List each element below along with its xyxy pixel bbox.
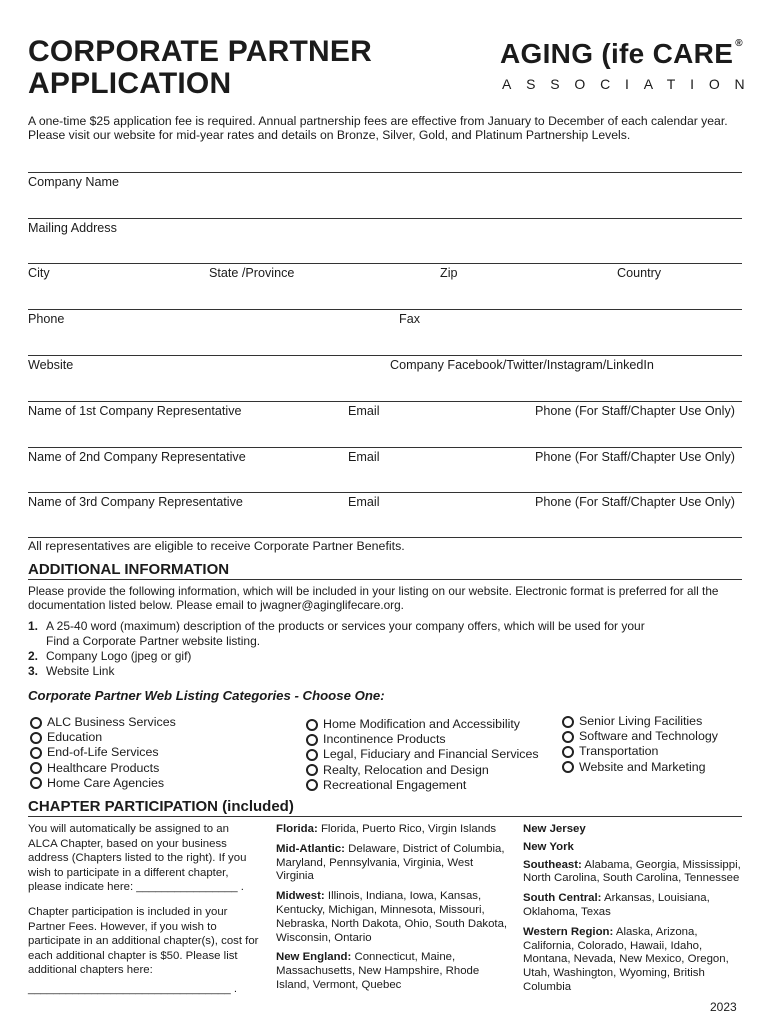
logo-subtitle: ASSOCIATION: [502, 76, 760, 92]
region-item: New York: [523, 840, 574, 853]
category-option[interactable]: Senior Living Facilities: [562, 714, 718, 729]
radio-icon[interactable]: [562, 746, 574, 758]
phone-label: Phone: [28, 312, 65, 326]
reps-note: All representatives are eligible to receive Corporate Partner Benefits.: [28, 539, 405, 553]
company-name-line[interactable]: [28, 172, 742, 173]
mailing-address-line[interactable]: [28, 218, 742, 219]
category-option[interactable]: Home Modification and Accessibility: [306, 717, 539, 732]
chapter-paragraph-1: You will automatically be assigned to an ALCA Chapter, based on your business address (Chapters listed to the right). If you wish to participate in a different chapter, please indicate here: ________________ .: [28, 823, 247, 894]
list-item-continuation: Find a Corporate Partner website listing.: [46, 634, 261, 648]
zip-label: Zip: [440, 266, 458, 280]
intro-text: A one-time $25 application fee is required. Annual partnership fees are effective from January to December of each calendar year. Please visit our website for mid-year rates and details on Bronze, Silver, Gold, and Platinum Partnership Levels.: [28, 114, 728, 142]
chapter-rule: [28, 816, 742, 817]
additional-info-rule: [28, 579, 742, 580]
radio-icon[interactable]: [30, 777, 42, 789]
radio-icon[interactable]: [306, 779, 318, 791]
category-option[interactable]: Healthcare Products: [30, 761, 176, 776]
categories-heading: Corporate Partner Web Listing Categories - Choose One:: [28, 688, 385, 703]
documentation-list: [28, 619, 645, 679]
radio-icon[interactable]: [306, 749, 318, 761]
chapter-instructions: [28, 822, 260, 997]
radio-icon[interactable]: [562, 716, 574, 728]
list-item: 3. Website Link: [28, 664, 115, 678]
logo-text: AGING (ife CARE: [500, 38, 734, 69]
radio-icon[interactable]: [306, 734, 318, 746]
region-item: South Central: Arkansas, Louisiana, Oklahoma, Texas: [523, 892, 710, 918]
category-option[interactable]: Education: [30, 730, 176, 745]
category-option[interactable]: Incontinence Products: [306, 732, 539, 747]
title-line-1: CORPORATE PARTNER: [28, 35, 372, 68]
radio-icon[interactable]: [562, 761, 574, 773]
category-option[interactable]: ALC Business Services: [30, 715, 176, 730]
phone-line[interactable]: [28, 309, 742, 310]
list-item: 2. Company Logo (jpeg or gif): [28, 649, 192, 663]
footer-year: 2023: [710, 1000, 737, 1014]
rep2-line[interactable]: [28, 447, 742, 448]
radio-icon[interactable]: [30, 747, 42, 759]
state-label: State /Province: [209, 266, 295, 280]
city-label: City: [28, 266, 50, 280]
radio-icon[interactable]: [562, 731, 574, 743]
region-item: New England: Connecticut, Maine, Massachusetts, New Hampshire, Rhode Island, Vermont, Quebec: [276, 951, 480, 991]
category-option[interactable]: Legal, Fiduciary and Financial Services: [306, 747, 539, 762]
rep2-name-label: Name of 2nd Company Representative: [28, 450, 246, 464]
category-option[interactable]: Transportation: [562, 744, 718, 759]
list-item: 1. A 25-40 word (maximum) description of the products or services your company offers, which will be used for your: [28, 619, 645, 633]
region-item: Midwest: Illinois, Indiana, Iowa, Kansas, Kentucky, Michigan, Minnesota, Missouri, Nebraska, North Dakota, Ohio, South Dakota, Wisconsin, Ontario: [276, 890, 508, 944]
category-option[interactable]: Recreational Engagement: [306, 778, 539, 793]
region-item: New Jersey: [523, 823, 586, 835]
social-label: Company Facebook/Twitter/Instagram/LinkedIn: [390, 358, 654, 372]
rep1-phone-label: Phone (For Staff/Chapter Use Only): [535, 404, 735, 418]
category-option[interactable]: Realty, Relocation and Design: [306, 763, 539, 778]
category-option[interactable]: Home Care Agencies: [30, 776, 176, 791]
rep1-name-label: Name of 1st Company Representative: [28, 404, 242, 418]
additional-info-description: Please provide the following information, which will be included in your listing on our website. Electronic format is preferred for all the documentation listed below. Please email to jwagner@aginglifecare.org.: [28, 584, 719, 612]
category-option[interactable]: End-of-Life Services: [30, 745, 176, 760]
rep-bottom-line[interactable]: [28, 537, 742, 538]
rep3-email-label: Email: [348, 495, 380, 509]
radio-icon[interactable]: [306, 764, 318, 776]
page-title: [28, 36, 372, 100]
region-item: Mid-Atlantic: Delaware, District of Columbia, Maryland, Pennsylvania, Virginia, West Virginia: [276, 842, 505, 883]
region-item: Florida: Florida, Puerto Rico, Virgin Islands: [276, 823, 497, 835]
region-item: Southeast: Alabama, Georgia, Mississippi, North Carolina, South Carolina, Tennessee: [523, 858, 741, 885]
logo: [500, 38, 743, 70]
category-column-3: [562, 714, 718, 775]
website-line[interactable]: [28, 355, 742, 356]
country-label: Country: [617, 266, 662, 280]
fax-label: Fax: [399, 312, 420, 326]
rep2-email-label: Email: [348, 450, 380, 464]
category-column-1: [30, 715, 176, 791]
radio-icon[interactable]: [306, 719, 318, 731]
rep3-line[interactable]: [28, 492, 742, 493]
chapter-heading: CHAPTER PARTICIPATION (included): [28, 798, 294, 815]
category-column-2: [306, 717, 539, 793]
radio-icon[interactable]: [30, 717, 42, 729]
region-item: Western Region: Alaska, Arizona, California, Colorado, Hawaii, Idaho, Montana, Nevada, New Mexico, Oregon, Utah, Washington, Wyoming, British Columbia: [523, 925, 729, 993]
chapter-regions-column-1: [276, 823, 508, 999]
mailing-address-label: Mailing Address: [28, 221, 117, 235]
radio-icon[interactable]: [30, 732, 42, 744]
registered-mark: ®: [735, 38, 743, 49]
chapter-paragraph-2: Chapter participation is included in your Partner Fees. However, if you wish to participate in an additional chapter(s), cost for each additional chapter is $50. Please list additional chapters here:: [28, 905, 259, 977]
rep1-email-label: Email: [348, 404, 380, 418]
city-line[interactable]: [28, 263, 742, 264]
rep3-phone-label: Phone (For Staff/Chapter Use Only): [535, 495, 735, 509]
title-line-2: APPLICATION: [28, 67, 232, 100]
additional-chapters-blank[interactable]: ________________________________ .: [28, 982, 238, 995]
rep1-line[interactable]: [28, 401, 742, 402]
category-option[interactable]: Website and Marketing: [562, 760, 718, 775]
company-name-label: Company Name: [28, 175, 119, 189]
additional-info-heading: ADDITIONAL INFORMATION: [28, 561, 230, 578]
website-label: Website: [28, 358, 74, 372]
rep3-name-label: Name of 3rd Company Representative: [28, 495, 243, 509]
rep2-phone-label: Phone (For Staff/Chapter Use Only): [535, 450, 735, 464]
chapter-regions-column-2: [523, 823, 748, 1001]
radio-icon[interactable]: [30, 762, 42, 774]
category-option[interactable]: Software and Technology: [562, 729, 718, 744]
